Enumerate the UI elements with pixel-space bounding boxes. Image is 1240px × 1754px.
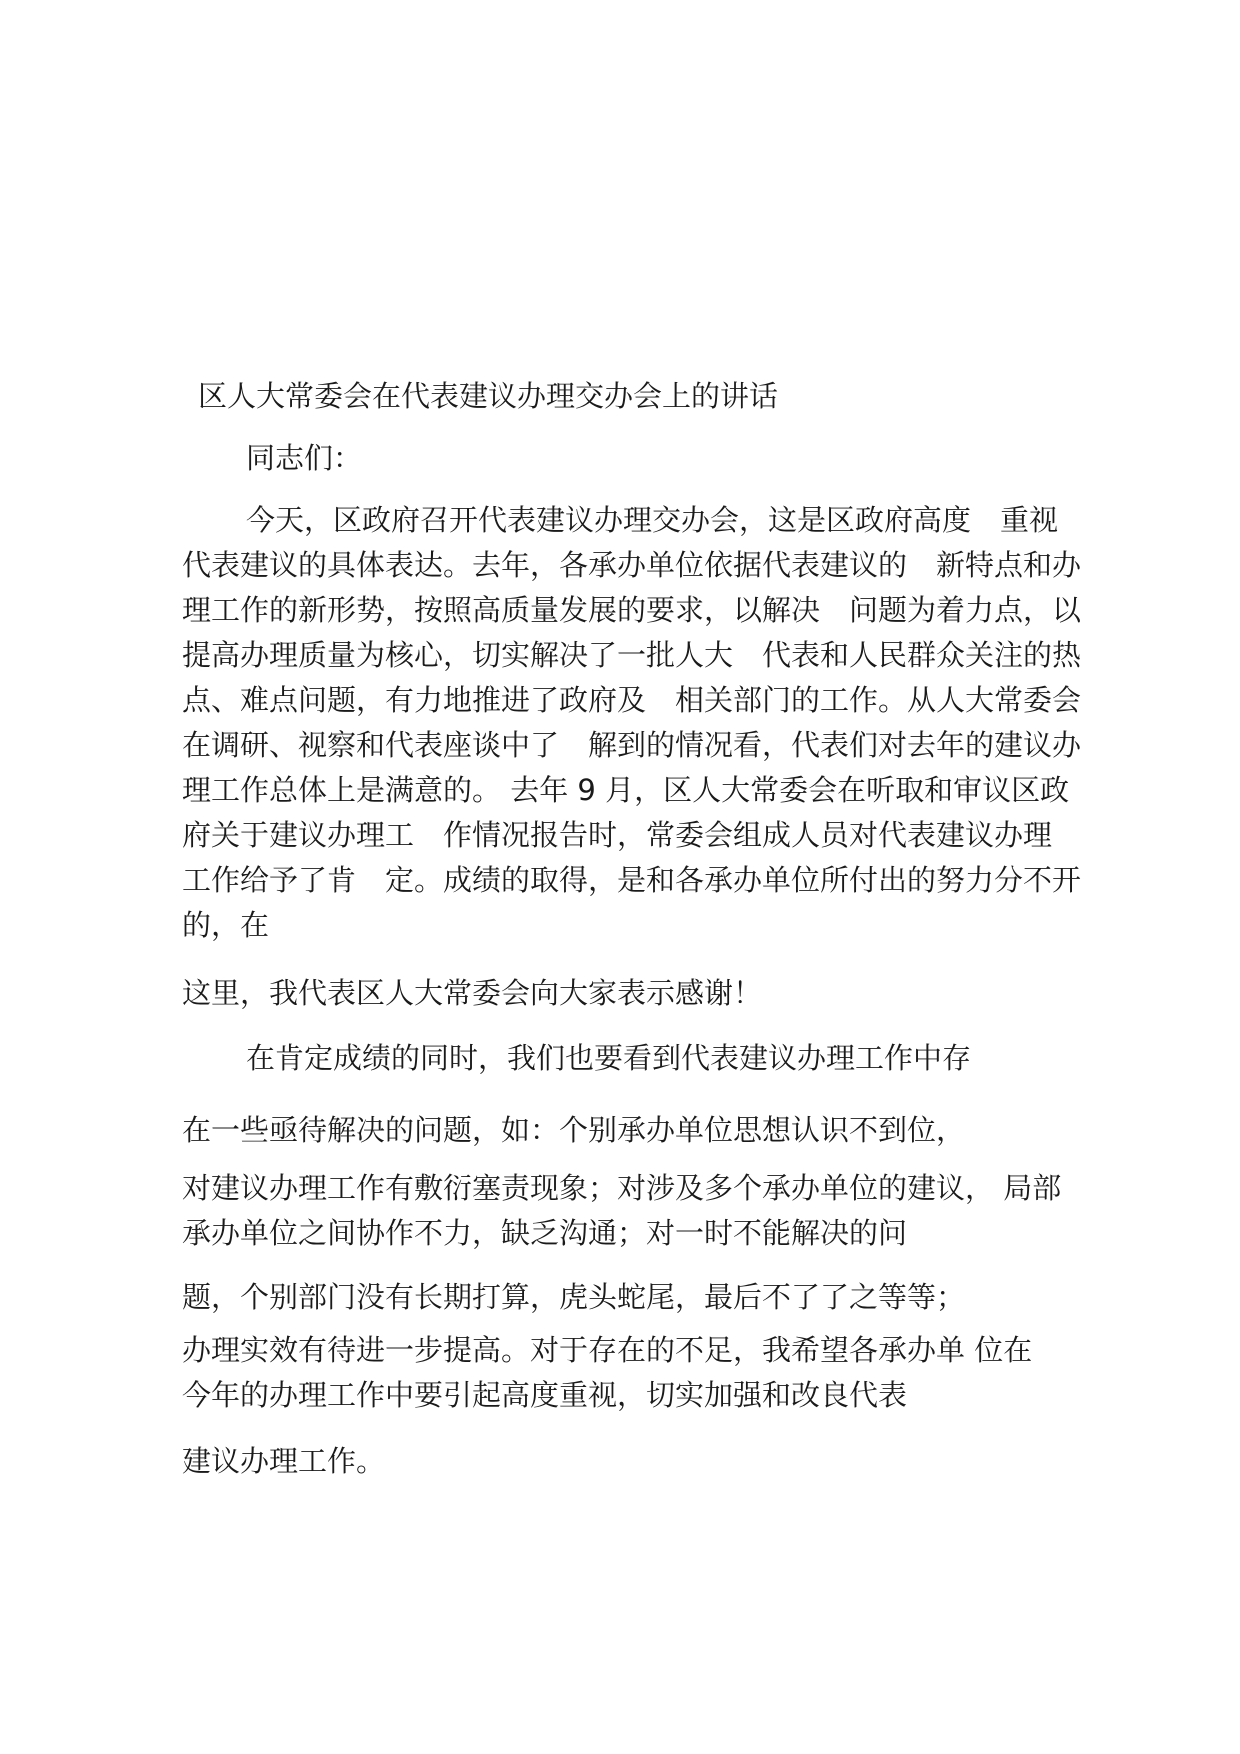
paragraph-line: 在一些亟待解决的问题，如：个别承办单位思想认识不到位， [182, 1113, 966, 1147]
paragraph-line: 承办单位之间协作不力，缺乏沟通；对一时不能解决的问 [182, 1216, 908, 1250]
paragraph-line: 工作给予了肯 定。成绩的取得，是和各承办单位所付出的努力分不开 [182, 863, 1082, 897]
greeting-line: 同志们： [246, 441, 363, 475]
paragraph-line: 在调研、视察和代表座谈中了 解到的情况看，代表们对去年的建议办 [182, 728, 1082, 762]
paragraph-line: 题，个别部门没有长期打算，虎头蛇尾，最后不了了之等等； [182, 1280, 966, 1314]
paragraph-line: 理工作总体上是满意的。 去年 9 月，区人大常委会在听取和审议区政 [182, 773, 1070, 807]
paragraph-line: 点、难点问题，有力地推进了政府及 相关部门的工作。从人大常委会 [182, 683, 1082, 717]
paragraph-line: 办理实效有待进一步提高。对于存在的不足，我希望各承办单 位在 [182, 1333, 1033, 1367]
document-title: 区人大常委会在代表建议办理交办会上的讲话 [198, 379, 779, 413]
paragraph-line: 今年的办理工作中要引起高度重视，切实加强和改良代表 [182, 1378, 908, 1412]
paragraph-line: 理工作的新形势，按照高质量发展的要求，以解决 问题为着力点，以 [182, 593, 1082, 627]
paragraph-line: 代表建议的具体表达。去年，各承办单位依据代表建议的 新特点和办 [182, 548, 1082, 582]
paragraph-line: 府关于建议办理工 作情况报告时，常委会组成人员对代表建议办理 [182, 818, 1053, 852]
paragraph-line: 对建议办理工作有敷衍塞责现象；对涉及多个承办单位的建议， 局部 [182, 1171, 1062, 1205]
paragraph-line: 在肯定成绩的同时，我们也要看到代表建议办理工作中存 [246, 1041, 972, 1075]
paragraph-line: 这里，我代表区人大常委会向大家表示感谢！ [182, 976, 763, 1010]
paragraph-line: 的，在 [182, 908, 270, 942]
paragraph-line: 今天，区政府召开代表建议办理交办会，这是区政府高度 重视 [246, 503, 1059, 537]
paragraph-line: 建议办理工作。 [182, 1444, 386, 1478]
paragraph-line: 提高办理质量为核心，切实解决了一批人大 代表和人民群众关注的热 [182, 638, 1082, 672]
